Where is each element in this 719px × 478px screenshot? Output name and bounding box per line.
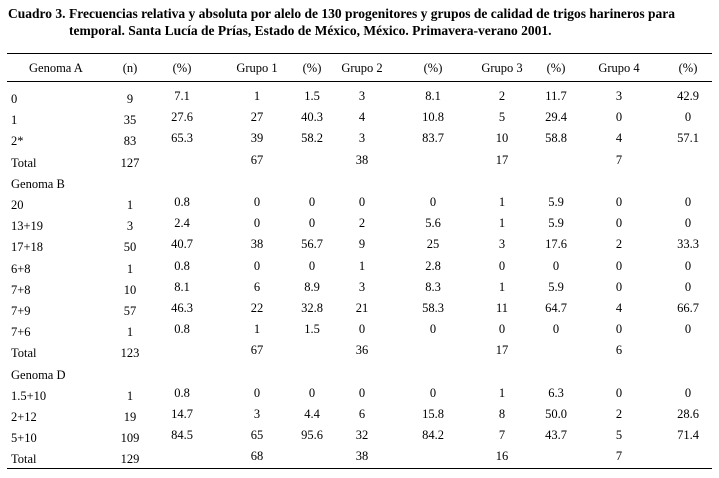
table-cell: 71.4 (677, 428, 699, 443)
table-cell: 4.4 (304, 407, 320, 421)
table-cell: 0 (615, 110, 623, 125)
table-cell: 5.9 (548, 216, 564, 231)
table-cell: 57.1 (677, 131, 699, 146)
table-cell: 33.3 (677, 237, 699, 252)
table-cell: 3 (615, 89, 623, 103)
table-cell: 0 (615, 385, 623, 400)
column-header: Grupo 4 (598, 61, 640, 75)
column-header: (%) (678, 61, 698, 75)
table-cell: 84.2 (422, 428, 444, 443)
row-label: 2+12 (11, 410, 37, 424)
caption-number: Cuadro 3. (8, 6, 66, 21)
table-cell: 28.6 (677, 407, 699, 421)
row-label: Genoma B (11, 176, 65, 191)
table-cell: 43.7 (545, 428, 567, 443)
table-cell: 3 (358, 131, 366, 146)
table-cell: 5.9 (548, 279, 564, 294)
table-cell: 65.3 (171, 131, 193, 146)
row-label: Total (11, 155, 37, 170)
column-header: Genoma A (29, 61, 83, 75)
table-cell: 1 (126, 261, 134, 276)
table-cell: 0 (684, 385, 692, 400)
table-cell: 8.3 (425, 279, 441, 294)
table-cell: 25 (426, 237, 440, 252)
table-cell: 1 (498, 216, 506, 231)
table-cell: 1.5 (304, 89, 320, 103)
table-cell: 7 (498, 428, 506, 443)
table-cell: 0 (429, 195, 437, 209)
table-cell: 0 (308, 216, 316, 231)
table-cell: 1 (126, 325, 134, 340)
table-cell: 2 (615, 407, 623, 421)
table-cell: 1 (253, 89, 261, 103)
column-header: Grupo 1 (236, 61, 278, 75)
table-cell: 0 (552, 322, 560, 337)
header-rule (7, 81, 712, 82)
table-cell: 35 (123, 113, 137, 128)
table-cell: 5 (498, 110, 506, 125)
table-cell: 9 (126, 92, 134, 106)
row-label: 5+10 (11, 431, 37, 446)
table-cell: 6 (253, 279, 261, 294)
table-cell: 6.3 (548, 385, 564, 400)
column-header: (%) (302, 61, 322, 75)
table-cell: 0 (253, 216, 261, 231)
table-cell: 64.7 (545, 301, 567, 315)
table-cell: 0 (684, 110, 692, 125)
column-header: (%) (423, 61, 443, 75)
table-cell: 17.6 (545, 237, 567, 252)
table-cell: 1 (498, 279, 506, 294)
table-cell: 5.9 (548, 195, 564, 209)
table-cell: 0 (684, 195, 692, 209)
row-label: 1.5+10 (11, 388, 47, 403)
table-cell: 15.8 (422, 407, 444, 421)
table-cell: 0 (308, 385, 316, 400)
column-header: (%) (546, 61, 566, 75)
table-cell: 19 (123, 410, 137, 424)
table-cell: 40.7 (171, 237, 193, 252)
table-cell: 1 (498, 195, 506, 209)
table-cell: 58.3 (422, 301, 444, 315)
column-header: (%) (172, 61, 192, 75)
table-cell: 29.4 (545, 110, 567, 125)
table-cell: 3 (253, 407, 261, 421)
row-label: Genoma D (11, 367, 66, 382)
table-cell: 0 (308, 195, 316, 209)
table-cell: 6 (358, 407, 366, 421)
table-cell: 38 (355, 152, 369, 167)
table-cell: 7 (615, 152, 623, 167)
row-label: 7+6 (11, 325, 31, 340)
table-cell: 123 (120, 346, 140, 361)
table-cell: 0 (308, 258, 316, 273)
table-cell: 1 (498, 385, 506, 400)
table-cell: 50 (123, 240, 137, 255)
table-cell: 7 (615, 449, 623, 464)
row-label: 0 (11, 92, 18, 106)
table-cell: 2.8 (425, 258, 441, 273)
table-cell: 40.3 (301, 110, 323, 125)
bottom-rule (7, 468, 712, 469)
table-cell: 32 (355, 428, 369, 443)
row-label: 6+8 (11, 261, 31, 276)
table-cell: 2.4 (174, 216, 190, 231)
table-cell: 0.8 (174, 258, 190, 273)
table-cell: 57 (123, 304, 137, 318)
row-label: 20 (11, 198, 24, 212)
table-cell: 0.8 (174, 385, 190, 400)
table-cell: 3 (498, 237, 506, 252)
row-label: 7+9 (11, 304, 31, 318)
row-label: 7+8 (11, 282, 31, 297)
table-cell: 4 (358, 110, 366, 125)
table-cell: 0 (684, 279, 692, 294)
top-rule (7, 53, 712, 54)
row-label: Total (11, 346, 37, 361)
row-label: Total (11, 452, 37, 467)
table-cell: 42.9 (677, 89, 699, 103)
caption-text: Frecuencias relativa y absoluta por alelo de 130 progenitores y grupos de calidad de trigos harineros para temporal. Santa Lucía de Prías, Estado de México, México. Primavera-verano 2001. (69, 6, 675, 38)
table-cell: 127 (120, 155, 140, 170)
table-cell: 39 (250, 131, 264, 146)
table-cell: 1.5 (304, 322, 320, 337)
table-cell: 67 (250, 343, 264, 358)
table-cell: 0 (253, 258, 261, 273)
table-cell: 2 (615, 237, 623, 252)
table-cell: 6 (615, 343, 623, 358)
table-cell: 9 (358, 237, 366, 252)
table-cell: 0 (253, 195, 261, 209)
table-cell: 0 (358, 385, 366, 400)
table-cell: 3 (358, 89, 366, 103)
column-header: Grupo 2 (341, 61, 383, 75)
table-cell: 84.5 (171, 428, 193, 443)
table-cell: 0 (615, 258, 623, 273)
table-cell: 38 (250, 237, 264, 252)
table-cell: 83.7 (422, 131, 444, 146)
table-cell: 1 (126, 388, 134, 403)
table-cell: 17 (495, 152, 509, 167)
table-cell: 8.1 (425, 89, 441, 103)
row-label: 2* (11, 134, 24, 149)
table-cell: 7.1 (174, 89, 190, 103)
table-cell: 10 (495, 131, 509, 146)
table-cell: 2 (498, 89, 506, 103)
table-cell: 8.9 (304, 279, 320, 294)
table-cell: 32.8 (301, 301, 323, 315)
table-cell: 3 (126, 219, 134, 234)
column-header: Grupo 3 (481, 61, 523, 75)
table-cell: 0 (358, 322, 366, 337)
table-cell: 38 (355, 449, 369, 464)
table-cell: 10 (123, 282, 137, 297)
row-label: 13+19 (11, 219, 44, 234)
table-cell: 0 (684, 258, 692, 273)
table-cell: 27.6 (171, 110, 193, 125)
table-cell: 10.8 (422, 110, 444, 125)
table-cell: 27 (250, 110, 264, 125)
table-cell: 22 (250, 301, 264, 315)
table-cell: 21 (355, 301, 369, 315)
row-label: 17+18 (11, 240, 44, 255)
table-cell: 0 (429, 322, 437, 337)
table-cell: 65 (250, 428, 264, 443)
table-cell: 11 (495, 301, 509, 315)
table-cell: 36 (355, 343, 369, 358)
table-cell: 0 (615, 216, 623, 231)
table-cell: 4 (615, 301, 623, 315)
table-cell: 109 (120, 431, 140, 446)
table-cell: 8 (498, 407, 506, 421)
table-cell: 67 (250, 152, 264, 167)
table-cell: 56.7 (301, 237, 323, 252)
table-cell: 0 (498, 258, 506, 273)
table-cell: 0.8 (174, 322, 190, 337)
table-cell: 46.3 (171, 301, 193, 315)
table-cell: 1 (253, 322, 261, 337)
table-cell: 0.8 (174, 195, 190, 209)
table-cell: 0 (615, 195, 623, 209)
table-cell: 0 (684, 322, 692, 337)
table-cell: 3 (358, 279, 366, 294)
table-cell: 0 (498, 322, 506, 337)
table-cell: 0 (253, 385, 261, 400)
table-cell: 0 (358, 195, 366, 209)
table-cell: 2 (358, 216, 366, 231)
table-cell: 0 (615, 279, 623, 294)
table-cell: 58.8 (545, 131, 567, 146)
table-cell: 58.2 (301, 131, 323, 146)
table-cell: 95.6 (301, 428, 323, 443)
table-cell: 17 (495, 343, 509, 358)
table-cell: 0 (552, 258, 560, 273)
table-cell: 5 (615, 428, 623, 443)
table-cell: 16 (495, 449, 509, 464)
table-cell: 5.6 (425, 216, 441, 231)
table-cell: 1 (358, 258, 366, 273)
table-cell: 4 (615, 131, 623, 146)
table-cell: 0 (429, 385, 437, 400)
table-cell: 1 (126, 198, 134, 212)
table-cell: 8.1 (174, 279, 190, 294)
column-header: (n) (122, 61, 138, 75)
table-cell: 66.7 (677, 301, 699, 315)
row-label: 1 (11, 113, 18, 128)
table-cell: 68 (250, 449, 264, 464)
table-cell: 14.7 (171, 407, 193, 421)
table-cell: 0 (684, 216, 692, 231)
table-cell: 83 (123, 134, 137, 149)
table-cell: 0 (615, 322, 623, 337)
table-cell: 11.7 (545, 89, 567, 103)
table-cell: 50.0 (545, 407, 567, 421)
table-cell: 129 (120, 452, 140, 467)
